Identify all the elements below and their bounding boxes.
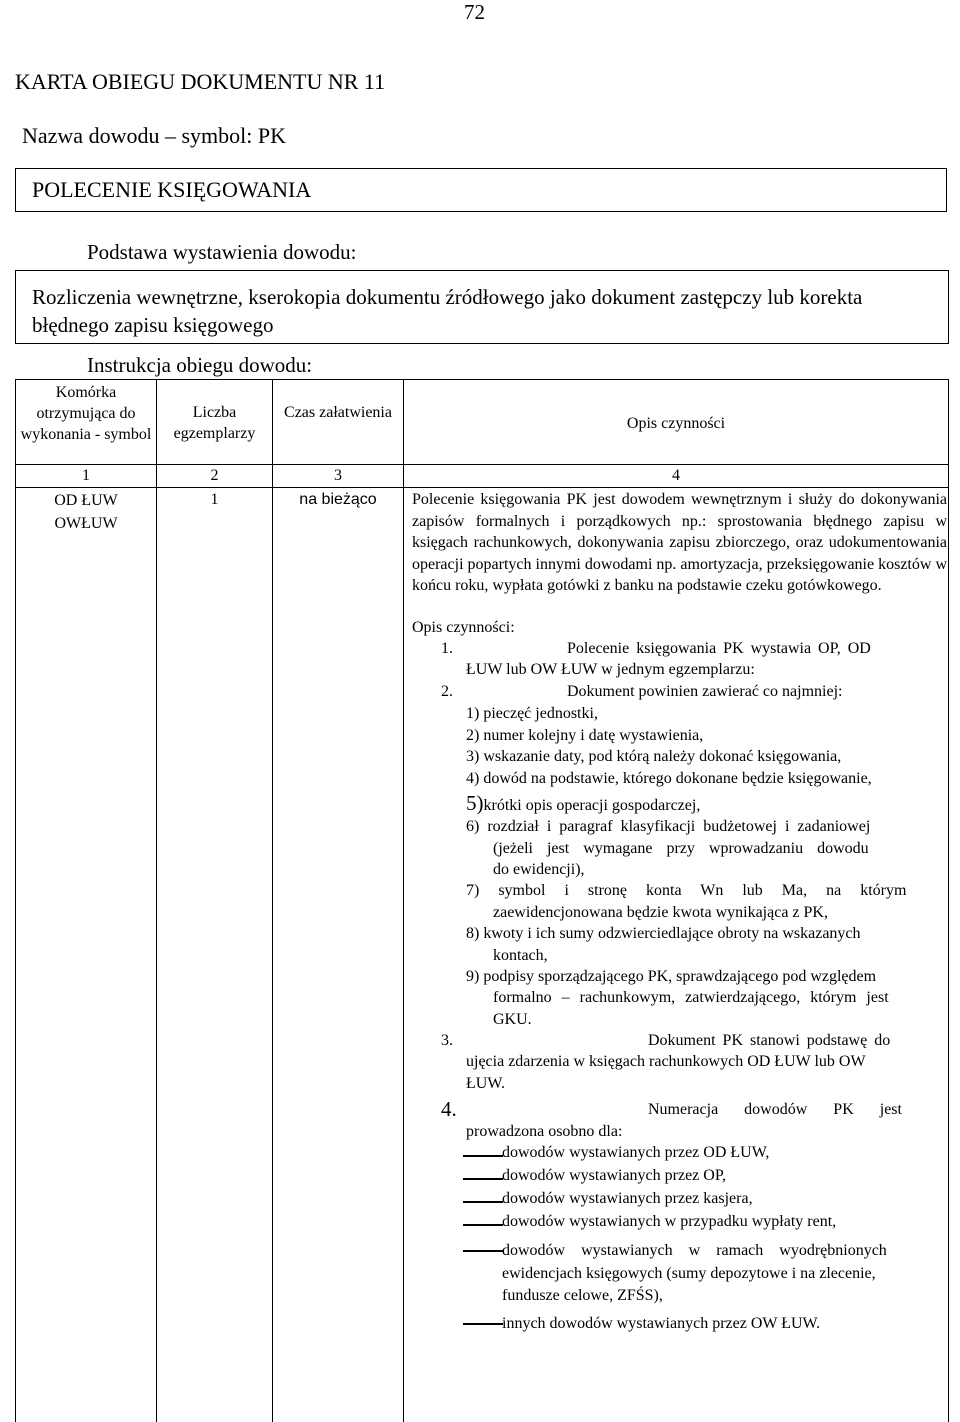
requirement-item-cont: GKU. (493, 1011, 532, 1028)
basis-text: Rozliczenia wewnętrzne, kserokopia dokumentu źródłowego jako dokument zastępczy lub korekta błędnego zapisu księgowego (32, 285, 863, 337)
card-title: KARTA OBIEGU DOKUMENTU NR 11 (15, 69, 386, 94)
column-number-4: 4 (672, 467, 680, 484)
requirement-item: 3) wskazanie daty, pod którą należy dokonać księgowania, (466, 748, 842, 765)
requirement-item-cont: (jeżeli jest wymagane przy wprowadzaniu dowodu (493, 840, 869, 857)
column-number-3: 3 (334, 467, 342, 484)
column-number-2: 2 (210, 467, 219, 484)
numbering-item-cont: ewidencjach księgowych (sumy depozytowe i na zlecenie, (502, 1265, 876, 1282)
numbering-item: dowodów wystawianych w ramach wyodrębnionych (502, 1242, 887, 1259)
step-4-text: Numeracja dowodów PK jest (648, 1101, 902, 1118)
column-divider (156, 379, 157, 1422)
header-time: Czas załatwienia (284, 404, 392, 421)
column-divider (403, 379, 404, 1422)
dash-bullet-icon (463, 1178, 503, 1180)
row-divider (15, 464, 949, 465)
numbering-item: dowodów wystawianych przez OD ŁUW, (502, 1144, 770, 1161)
numbering-item: dowodów wystawianych przez kasjera, (502, 1190, 753, 1207)
step-1-number: 1. (441, 640, 453, 657)
header-description: Opis czynności (626, 415, 726, 432)
requirement-item: 2) numer kolejny i datę wystawienia, (466, 727, 704, 744)
step-1-text-cont: ŁUW lub OW ŁUW w jednym egzemplarzu: (466, 661, 755, 678)
column-number-1: 1 (82, 467, 90, 484)
row-divider (15, 487, 949, 488)
step-4-number: 4. (441, 1097, 457, 1121)
requirement-item: 4) dowód na podstawie, którego dokonane będzie księgowanie, (466, 770, 872, 787)
requirement-item: 8) kwoty i ich sumy odzwierciedlające obroty na wskazanych (466, 925, 861, 942)
step-4-text-cont: prowadzona osobno dla: (466, 1123, 623, 1140)
numbering-item: dowodów wystawianych w przypadku wypłaty rent, (502, 1213, 837, 1230)
document-symbol: Nazwa dowodu – symbol: PK (22, 123, 286, 148)
dash-bullet-icon (463, 1155, 503, 1157)
time-cell: na bieżąco (299, 491, 377, 508)
basis-box (15, 270, 949, 344)
step-2-number: 2. (441, 683, 453, 700)
step-3-text-cont: ŁUW. (466, 1075, 505, 1092)
step-1-text: Polecenie księgowania PK wystawia OP, OD (567, 640, 871, 657)
unit-cell-line-2: OWŁUW (54, 515, 118, 532)
dash-bullet-icon (463, 1224, 503, 1226)
header-copies: Liczba egzemplarzy (173, 404, 256, 442)
step-3-text: Dokument PK stanowi podstawę do (648, 1032, 891, 1049)
requirement-item-cont: formalno – rachunkowym, zatwierdzającego, którym jest (493, 989, 889, 1006)
step-3-text-cont: ujęcia zdarzenia w księgach rachunkowych OD ŁUW lub OW (466, 1053, 866, 1070)
instruction-label: Instrukcja obiegu dowodu: (87, 353, 313, 377)
basis-label: Podstawa wystawienia dowodu: (87, 240, 357, 264)
requirement-item-cont: zaewidencjonowana będzie kwota wynikająca z PK, (493, 904, 828, 921)
numbering-item: innych dowodów wystawianych przez OW ŁUW. (502, 1315, 821, 1332)
requirement-item (466, 791, 700, 816)
activities-label: Opis czynności: (412, 619, 515, 636)
copies-cell: 1 (210, 491, 219, 508)
step-3-number: 3. (441, 1032, 453, 1049)
requirement-item: 6) rozdział i paragraf klasyfikacji budżetowej i zadaniowej (466, 818, 871, 835)
requirement-item: 7) symbol i stronę konta Wn lub Ma, na którym (466, 882, 907, 899)
dash-bullet-icon (463, 1323, 503, 1325)
document-name-box (15, 168, 947, 212)
document-name: POLECENIE KSIĘGOWANIA (32, 177, 312, 202)
header-unit: Komórka otrzymująca do wykonania - symbol (20, 384, 152, 443)
unit-cell-line-1: OD ŁUW (54, 492, 118, 509)
step-2-text: Dokument powinien zawierać co najmniej: (567, 683, 843, 700)
requirement-item: 9) podpisy sporządzającego PK, sprawdzającego pod względem (466, 968, 877, 985)
column-divider (272, 379, 273, 1422)
numbering-item: dowodów wystawianych przez OP, (502, 1167, 726, 1184)
requirement-item: 1) pieczęć jednostki, (466, 705, 598, 722)
requirement-item-cont: kontach, (493, 947, 548, 964)
requirement-item-number: 5) (466, 791, 484, 815)
requirement-item-cont: do ewidencji), (493, 861, 585, 878)
description-intro: Polecenie księgowania PK jest dowodem wewnętrznym i służy do dokonywania zapisów formalnych i porządkowych np.: sprostowania błędnego zapisu w księgach rachunkowych, dokonywania zapisu zbiorczego, oraz udokumentowania operacji popartych innymi dowodami np. amortyzacja, przeksięgowanie kosztów w końcu roku, wypłata gotówki z banku na podstawie czeku gotówkowego. (412, 491, 947, 594)
dash-bullet-icon (463, 1250, 503, 1252)
dash-bullet-icon (463, 1201, 503, 1203)
requirement-item-text: krótki opis operacji gospodarczej, (483, 797, 701, 814)
numbering-item-cont: fundusze celowe, ZFŚS), (502, 1287, 663, 1304)
page-number: 72 (464, 0, 485, 24)
